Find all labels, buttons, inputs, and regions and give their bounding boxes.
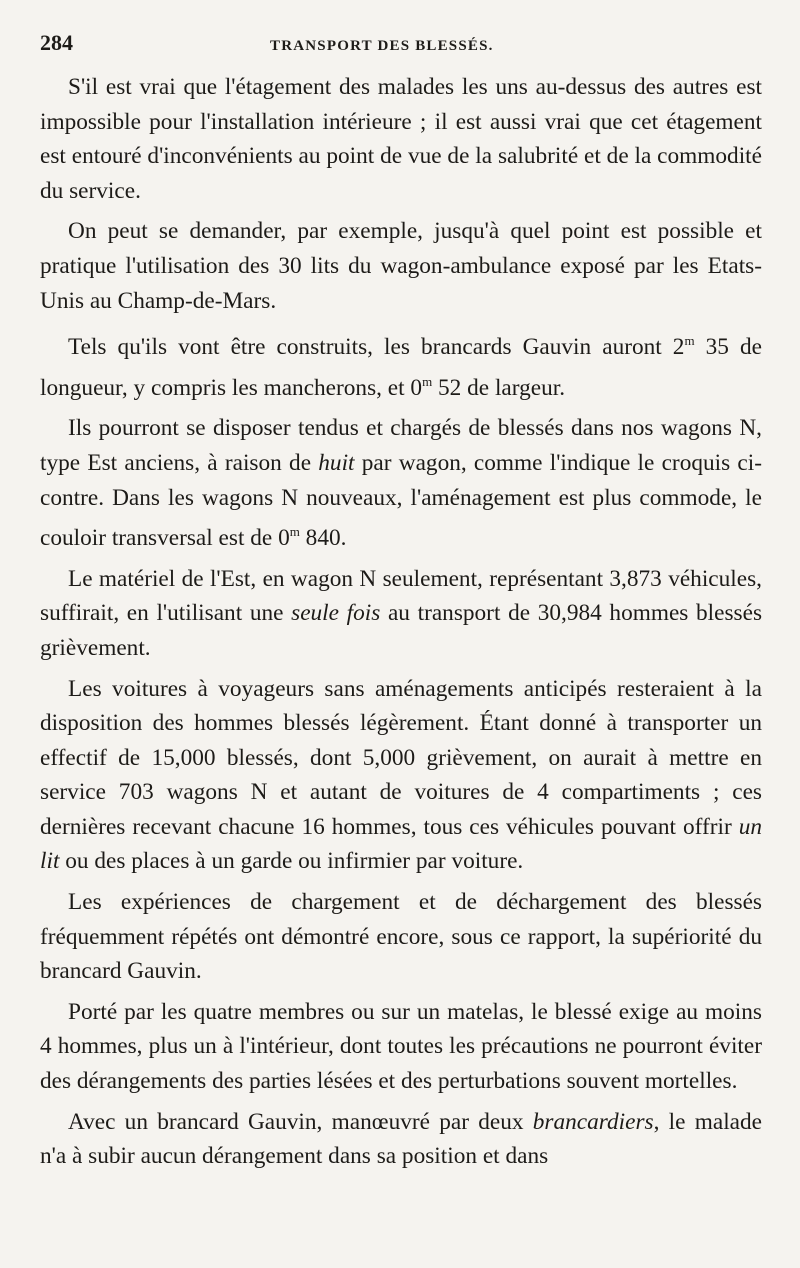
paragraph [40, 885, 762, 989]
text-run: Avec un brancard Gauvin, manœuvré par deux [68, 1108, 533, 1135]
page-number: 284 [40, 30, 73, 55]
unit-superscript: m [422, 373, 433, 389]
paragraph [40, 1105, 762, 1174]
italic-run: seule fois [291, 600, 381, 627]
paragraph [40, 214, 762, 318]
text-run: au transport de 30,984 hommes blessés grièvement. [40, 600, 763, 661]
paragraph [40, 562, 762, 666]
text-run: 840. [299, 525, 347, 552]
running-title: TRANSPORT DES BLESSÉS. [270, 38, 494, 54]
unit-superscript: m [289, 524, 300, 540]
text-run: 52 de largeur. [432, 374, 566, 401]
text-run: Les voitures à voyageurs sans aménagements anticipés resteraient à la disposition des hommes blessés légèrement. Étant donné à transporter un effectif de 15,000 blessés, dont 5,000 grièvement, on aurait à mettre en service 703 wagons N et autant de voitures de 4 compartiments ; ces dernières recevant chacune 16 hommes, tous ces véhicules pouvant offrir [40, 675, 762, 840]
page-header [40, 30, 762, 64]
paragraph [40, 411, 762, 555]
italic-run: brancardiers [532, 1108, 654, 1135]
text-run: Ils pourront se disposer tendus et chargés de blessés dans nos wagons N, type Est anciens, à raison de [40, 415, 762, 476]
paragraph [40, 324, 762, 405]
text-run: , le malade n'a à subir aucun dérangement dans sa position et dans [40, 1108, 762, 1170]
paragraph [40, 70, 762, 208]
paragraph [40, 672, 762, 880]
text-run: par wagon, comme l'indique le croquis ci-contre. Dans les wagons N nouveaux, l'aménagement est plus commode, le couloir transversal est de 0 [40, 449, 762, 552]
text-run: Porté par les quatre membres ou sur un matelas, le blessé exige au moins 4 hommes, plus un à l'intérieur, dont toutes les précautions ne pourront éviter des dérangements des parties lésées et des perturbations souvent mortelles. [40, 998, 762, 1095]
text-run: S'il est vrai que l'étagement des malades les uns au-dessus des autres est impossible pour l'installation intérieure ; il est aussi vrai que cet étagement est entouré d'inconvénients au point de vue de la salubrité et de la commodité du service. [40, 74, 762, 204]
paragraph [40, 995, 762, 1099]
italic-run: huit [318, 449, 355, 476]
text-run: On peut se demander, par exemple, jusqu'à quel point est possible et pratique l'utilisation des 30 lits du wagon-ambulance exposé par les Etats-Unis au Champ-de-Mars. [40, 218, 762, 314]
body-text [40, 70, 762, 1174]
text-run: Le matériel de l'Est, en wagon N seulement, représentant 3,873 véhicules, suffirait, en l'utilisant une [40, 565, 762, 627]
text-run: 35 de longueur, y compris les mancherons, et 0 [40, 334, 762, 401]
unit-superscript: m [684, 333, 695, 349]
italic-run: un lit [40, 813, 762, 875]
text-run: ou des places à un garde ou infirmier par voiture. [59, 848, 524, 875]
text-run: Les expériences de chargement et de déchargement des blessés fréquemment répétés ont démontré encore, sous ce rapport, la supériorité du brancard Gauvin. [40, 889, 762, 985]
text-run: Tels qu'ils vont être construits, les brancards Gauvin auront 2 [68, 334, 685, 361]
